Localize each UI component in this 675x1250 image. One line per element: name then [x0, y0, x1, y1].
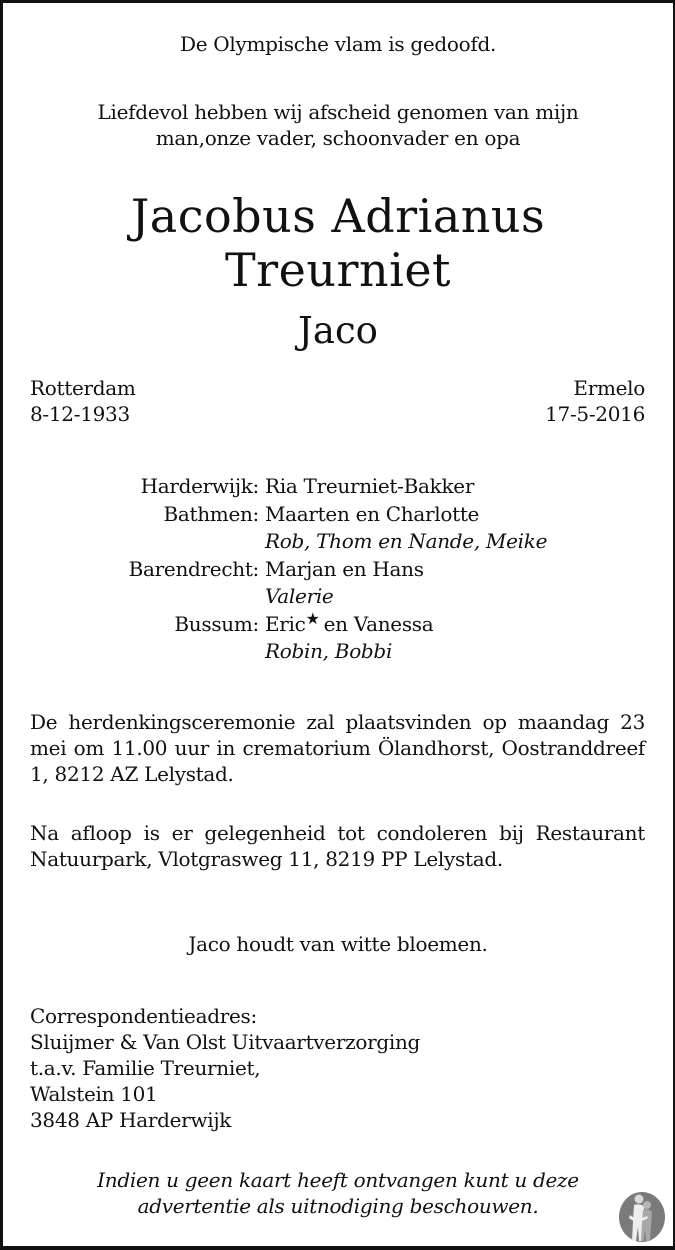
family-row — [3, 608, 675, 639]
family-names: Ria Treurniet-Bakker — [265, 474, 475, 498]
family-names: Eric★ en Vanessa — [265, 608, 434, 636]
family-children: Rob, Thom en Nande, Meike — [265, 529, 548, 553]
family-children: Valerie — [265, 584, 334, 608]
family-row — [3, 528, 675, 556]
correspondence-address — [30, 1003, 420, 1133]
family-city: Harderwijk: — [140, 474, 259, 498]
family-row — [3, 638, 675, 666]
family-row — [3, 473, 675, 501]
birth-info — [30, 375, 136, 427]
name-line: Treurniet — [224, 243, 452, 297]
family-list — [3, 473, 675, 666]
name-line: Jacobus Adrianus — [130, 189, 546, 243]
death-date: 17-5-2016 — [545, 402, 645, 426]
ceremony-text: De herdenkingsceremonie zal plaatsvinden op maandag 23 mei om 11.00 uur in crematorium Ölandhorst, Oostranddreef 1, 8212 AZ Lelystad. — [30, 710, 645, 786]
footer-line: Indien u geen kaart heeft ontvangen kunt u deze — [97, 1168, 579, 1192]
address-line: 3848 AP Harderwijk — [30, 1108, 232, 1132]
nickname: Jaco — [298, 309, 378, 352]
deceased-name — [3, 189, 673, 297]
farewell-line: man,onze vader, schoonvader en opa — [155, 126, 521, 150]
death-place: Ermelo — [573, 376, 645, 400]
death-info — [545, 375, 645, 427]
condolence-text: Na afloop is er gelegenheid tot condoleren bij Restaurant Natuurpark, Vlotgrasweg 11, 8219 PP Lelystad. — [30, 821, 645, 871]
birth-place: Rotterdam — [30, 376, 136, 400]
farewell-text — [3, 99, 673, 151]
footer-line: advertentie als uitnodiging beschouwen. — [137, 1194, 539, 1218]
family-city: Bathmen: — [163, 501, 259, 526]
family-children: Robin, Bobbi — [265, 639, 393, 663]
intro-line: De Olympische vlam is gedoofd. — [179, 32, 497, 56]
address-line: Walstein 101 — [30, 1082, 158, 1106]
correspondence-label: Correspondentieadres: — [30, 1004, 257, 1028]
invitation-note — [3, 1167, 673, 1219]
embracing-figures-icon — [617, 1191, 667, 1243]
address-line: Sluijmer & Van Olst Uitvaartverzorging — [30, 1030, 421, 1054]
family-city: Barendrecht: — [128, 556, 259, 581]
family-row — [3, 583, 675, 611]
family-names: Marjan en Hans — [265, 556, 424, 581]
family-names: Maarten en Charlotte — [265, 501, 480, 526]
family-row — [3, 501, 675, 529]
family-city: Bussum: — [174, 611, 259, 636]
farewell-line: Liefdevol hebben wij afscheid genomen van mijn — [97, 100, 579, 124]
address-line: t.a.v. Familie Treurniet, — [30, 1056, 261, 1080]
family-row — [3, 556, 675, 584]
flowers-text: Jaco houdt van witte bloemen. — [188, 932, 488, 956]
star-icon: ★ — [305, 608, 320, 628]
birth-date: 8-12-1933 — [30, 402, 130, 426]
